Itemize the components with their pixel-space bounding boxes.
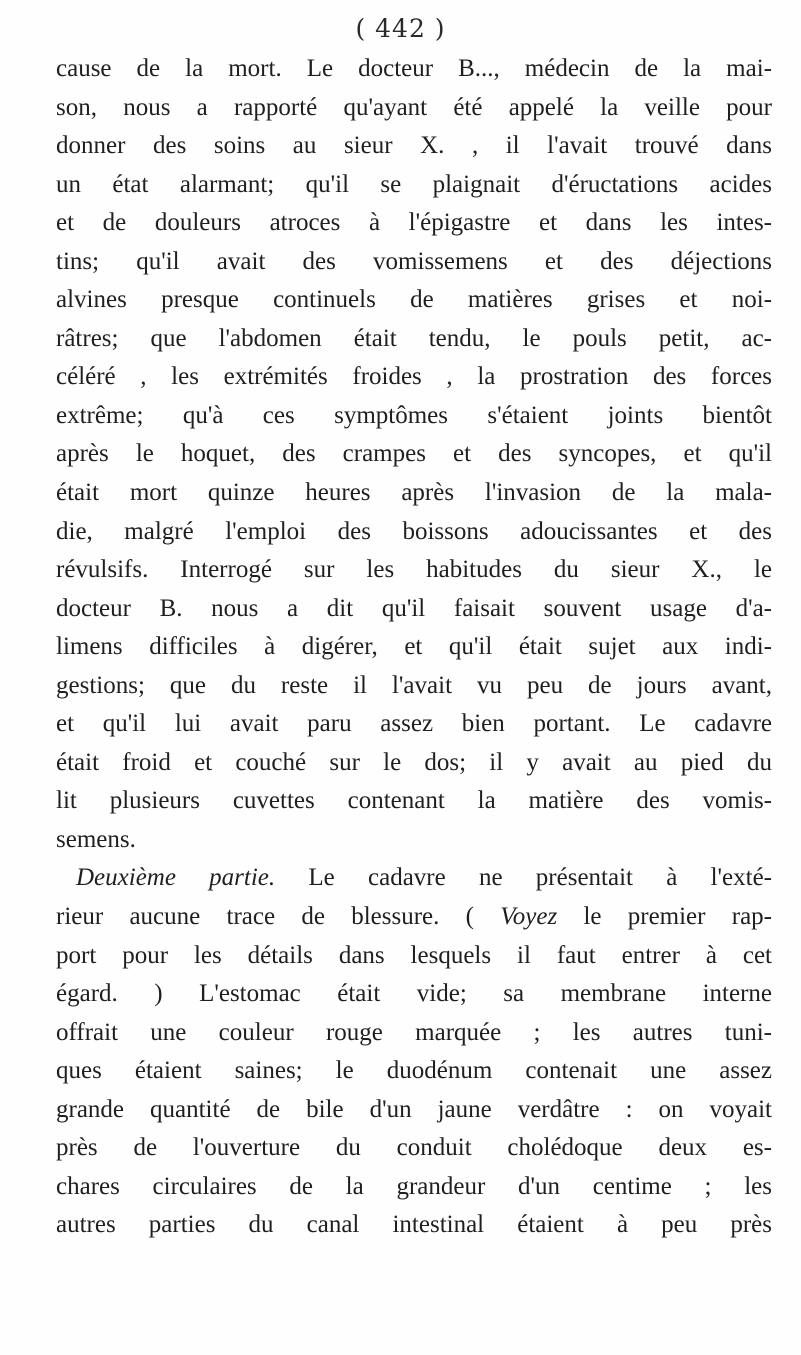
text-line: près de l'ouverture du conduit cholédoque deux es- (56, 1134, 772, 1162)
text-fragment: rieur aucune trace de blessure. ( (56, 903, 501, 931)
italic-reference: Voyez (500, 903, 558, 931)
body-text (56, 50, 772, 1245)
text-line: son, nous a rapporté qu'ayant été appelé la veille pour (56, 93, 772, 121)
text-line: ques étaient saines; le duodénum contenait une assez (56, 1057, 772, 1085)
text-line: était mort quinze heures après l'invasion de la mala- (56, 479, 772, 507)
paragraph-start-line (56, 859, 772, 898)
text-fragment: Le cadavre ne présentait à l'exté- (275, 864, 772, 892)
text-line: tins; qu'il avait des vomissemens et des déjections (56, 247, 772, 275)
page-number: ( 442 ) (355, 14, 446, 43)
text-line: cause de la mort. Le docteur B..., médecin de la mai- (56, 55, 772, 82)
text-line: port pour les détails dans lesquels il faut entrer à cet (56, 941, 772, 969)
text-line: extrême; qu'à ces symptômes s'étaient joints bientôt (56, 401, 772, 429)
text-line: donner des soins au sieur X. , il l'avait trouvé dans (56, 132, 772, 160)
text-fragment: le premier rap- (557, 903, 772, 931)
text-line: chares circulaires de la grandeur d'un centime ; les (56, 1172, 772, 1200)
text-line: révulsifs. Interrogé sur les habitudes du sieur X., le (56, 556, 772, 584)
text-line: docteur B. nous a dit qu'il faisait souvent usage d'a- (56, 594, 772, 622)
text-line: râtres; que l'abdomen était tendu, le pouls petit, ac- (56, 324, 772, 352)
text-line: après le hoquet, des crampes et des syncopes, et qu'il (56, 440, 772, 468)
text-line: et qu'il lui avait paru assez bien portant. Le cadavre (56, 710, 772, 738)
text-line: un état alarmant; qu'il se plaignait d'éructations acides (56, 170, 772, 198)
text-line: autres parties du canal intestinal étaient à peu près (56, 1211, 772, 1239)
text-line: offrait une couleur rouge marquée ; les autres tuni- (56, 1018, 772, 1046)
text-line: gestions; que du reste il l'avait vu peu de jours avant, (56, 671, 772, 699)
text-line: die, malgré l'emploi des boissons adoucissantes et des (56, 517, 772, 545)
text-line: et de douleurs atroces à l'épigastre et dans les intes- (56, 209, 772, 237)
text-line: égard. ) L'estomac était vide; sa membrane interne (56, 980, 772, 1008)
text-line: semens. (56, 825, 136, 853)
section-heading-italic: Deuxième partie. (76, 864, 276, 892)
text-line: grande quantité de bile d'un jaune verdâtre : on voyait (56, 1095, 772, 1123)
text-line: était froid et couché sur le dos; il y avait au pied du (56, 748, 772, 776)
text-line: céléré , les extrémités froides , la prostration des forces (56, 363, 772, 391)
text-line: limens difficiles à digérer, et qu'il était sujet aux indi- (56, 633, 772, 661)
text-line (56, 898, 772, 937)
text-line: lit plusieurs cuvettes contenant la matière des vomis- (56, 787, 772, 815)
text-line: alvines presque continuels de matières grises et noi- (56, 286, 772, 314)
